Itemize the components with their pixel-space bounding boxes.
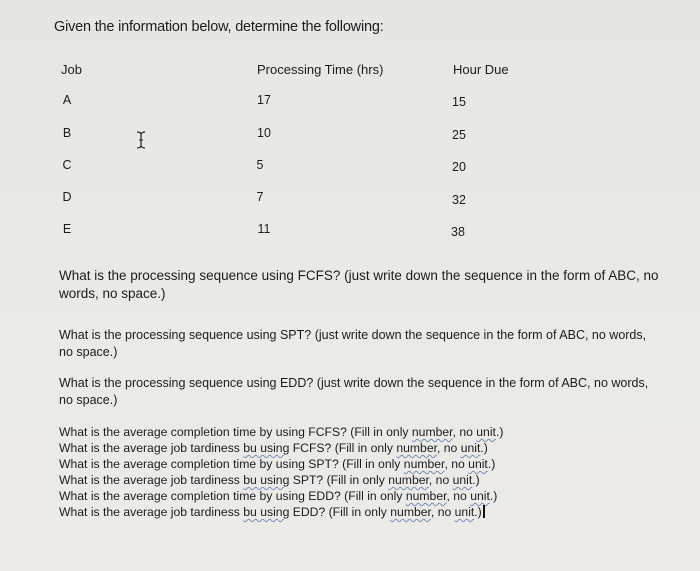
header-job: Job bbox=[61, 62, 82, 77]
list-item: What is the average job tardiness bu using FCFS? (Fill in only number, no unit.) bbox=[59, 441, 488, 455]
list-item: What is the average job tardiness bu using EDD? (Fill in only number, no unit.) bbox=[59, 504, 669, 520]
job-cell: D bbox=[62, 190, 72, 204]
average-questions-list bbox=[59, 424, 669, 520]
processing-time-cell: 7 bbox=[256, 190, 264, 204]
processing-time-cell: 11 bbox=[257, 222, 271, 236]
i-beam-cursor-icon bbox=[135, 131, 147, 149]
list-item: What is the average completion time by using EDD? (Fill in only number, no unit.) bbox=[59, 489, 498, 503]
job-cell: C bbox=[62, 158, 72, 172]
hour-due-cell: 32 bbox=[452, 193, 466, 207]
header-processing-time: Processing Time (hrs) bbox=[257, 62, 384, 77]
job-cell: E bbox=[62, 222, 72, 236]
processing-time-cell: 17 bbox=[257, 93, 271, 107]
page-heading: Given the information below, determine the following: bbox=[54, 19, 384, 35]
processing-time-cell: 5 bbox=[256, 158, 264, 172]
job-cell: A bbox=[62, 93, 72, 107]
list-item: What is the average job tardiness bu using SPT? (Fill in only number, no unit.) bbox=[59, 473, 480, 487]
question-edd-sequence: What is the processing sequence using EDD? (just write down the sequence in the form of ABC, no words, no space.) bbox=[59, 376, 649, 407]
hour-due-cell: 38 bbox=[451, 225, 465, 239]
text-caret[interactable] bbox=[483, 505, 485, 518]
hour-due-cell: 20 bbox=[452, 160, 466, 174]
hour-due-cell: 25 bbox=[452, 128, 466, 142]
list-item: What is the average completion time by using FCFS? (Fill in only number, no unit.) bbox=[59, 425, 504, 439]
question-spt-sequence: What is the processing sequence using SPT? (just write down the sequence in the form of ABC, no words, no space.) bbox=[59, 328, 647, 359]
job-cell: B bbox=[62, 126, 72, 140]
hour-due-cell: 15 bbox=[452, 95, 466, 109]
header-hour-due: Hour Due bbox=[453, 62, 509, 77]
processing-time-cell: 10 bbox=[257, 126, 271, 140]
list-item: What is the average completion time by using SPT? (Fill in only number, no unit.) bbox=[59, 457, 496, 471]
question-fcfs-sequence: What is the processing sequence using FCFS? (just write down the sequence in the form of ABC, no words, no space.) bbox=[59, 268, 659, 301]
